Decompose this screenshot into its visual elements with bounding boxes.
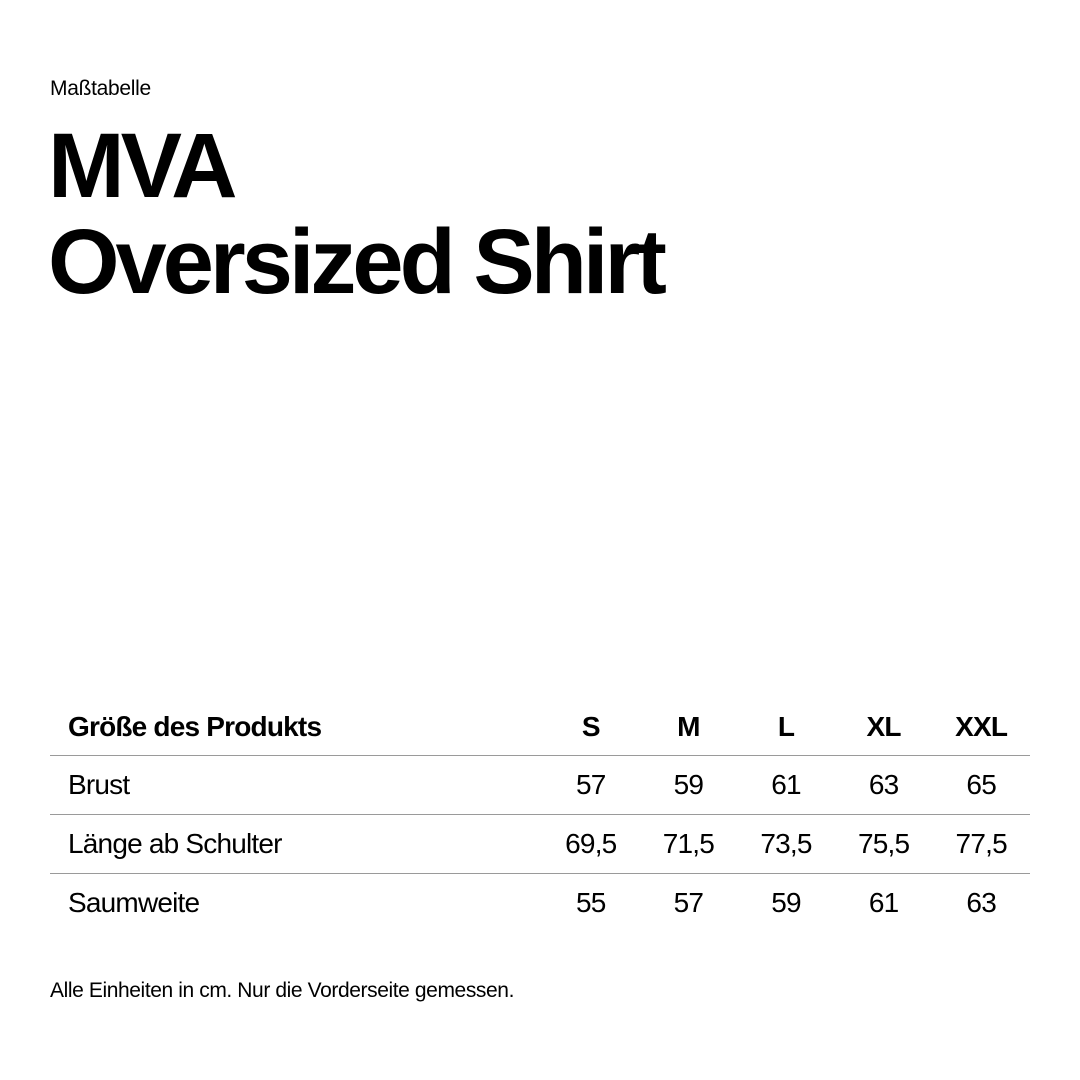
table-cell: 73,5 — [737, 815, 835, 874]
table-cell: 71,5 — [640, 815, 738, 874]
table-cell: 63 — [835, 756, 933, 815]
size-header-xxl: XXL — [932, 698, 1030, 756]
title-line-1: MVA — [48, 115, 234, 217]
row-label: Brust — [50, 756, 542, 815]
table-row-brust — [50, 756, 1030, 815]
header-label: Größe des Produkts — [50, 698, 542, 756]
table-row-saumweite — [50, 874, 1030, 933]
table-cell: 77,5 — [932, 815, 1030, 874]
table-cell: 55 — [576, 887, 606, 918]
size-header-l: L — [737, 698, 835, 756]
table-cell: 59 — [771, 887, 801, 918]
table-row-laenge — [50, 815, 1030, 874]
size-header-s: S — [542, 698, 640, 756]
row-label: Saumweite — [68, 887, 200, 918]
table-header-row — [50, 698, 1030, 756]
table-cell: 65 — [932, 756, 1030, 815]
title-line-2: Oversized Shirt — [48, 211, 663, 313]
table-cell: 61 — [868, 887, 899, 918]
size-header-xl: XL — [835, 698, 933, 756]
size-chart-table — [50, 698, 1030, 932]
table-cell: 61 — [737, 756, 835, 815]
table-cell: 57 — [673, 887, 704, 918]
size-header-m: M — [640, 698, 738, 756]
table-cell: 69,5 — [542, 815, 640, 874]
row-label: Länge ab Schulter — [50, 815, 542, 874]
table-cell: 59 — [640, 756, 738, 815]
page-title — [48, 115, 663, 313]
table-cell: 75,5 — [835, 815, 933, 874]
footnote: Alle Einheiten in cm. Nur die Vorderseite gemessen. — [50, 979, 515, 1002]
table-cell: 63 — [966, 887, 996, 918]
eyebrow-label: Maßtabelle — [50, 77, 151, 100]
table-cell: 57 — [542, 756, 640, 815]
